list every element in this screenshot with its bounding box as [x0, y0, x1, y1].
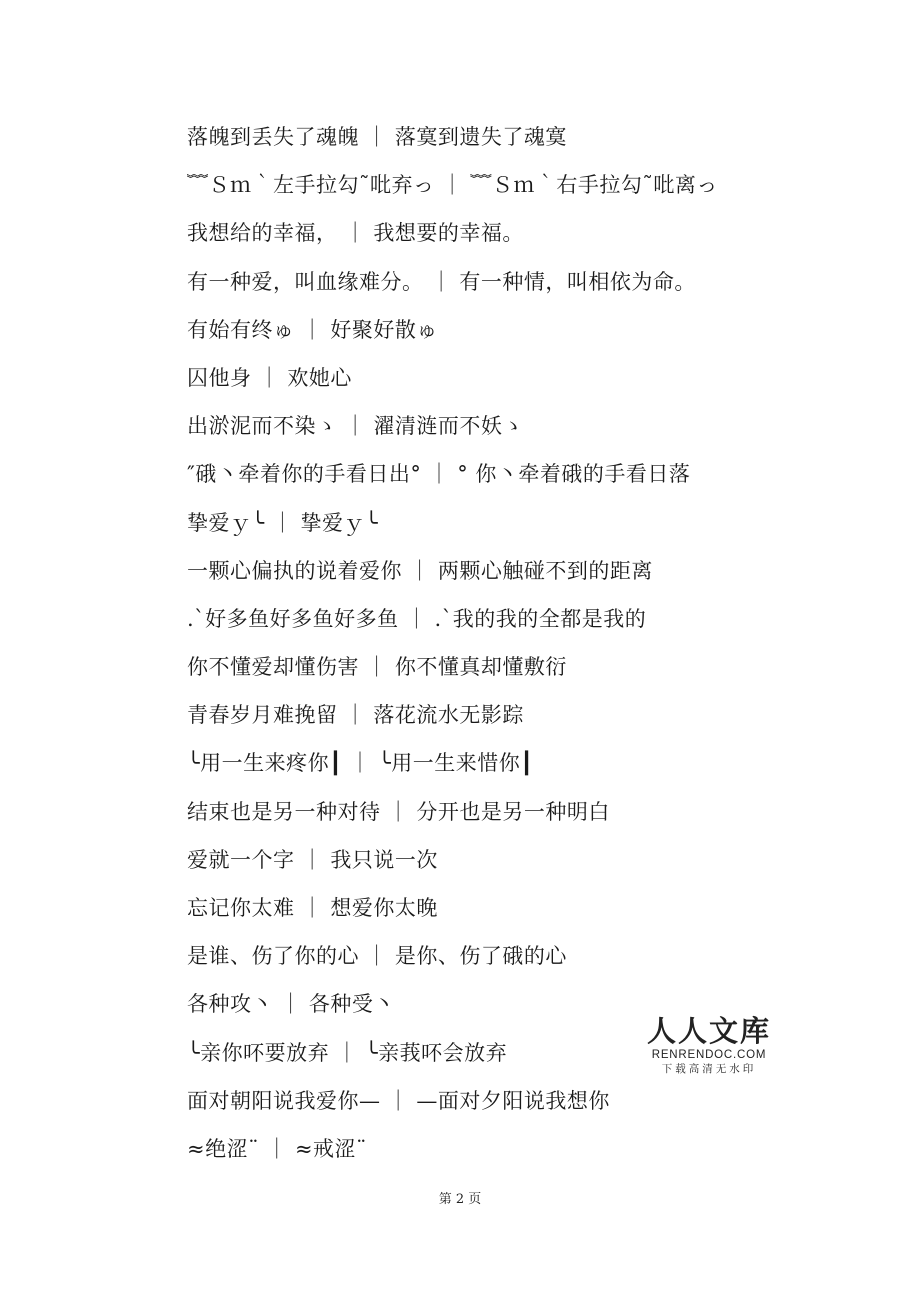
text-line: 是谁、伤了你的心 ｜ 是你、伤了硪的心 — [187, 944, 567, 969]
text-line: 你不懂爱却懂伤害 ｜ 你不懂真却懂敷衍 — [187, 655, 567, 680]
text-line: 有一种爱，叫血缘难分。 ｜ 有一种情，叫相依为命。 — [187, 269, 696, 294]
text-line: 各种攻丶 ｜ 各种受丶 — [187, 992, 395, 1017]
text-line: 爱就一个字 ｜ 我只说一次 — [187, 847, 438, 872]
watermark-subtitle: 下载高清无水印 — [661, 1063, 757, 1075]
page-number: 第 2 页 — [438, 1192, 482, 1207]
text-line: 落魄到丢失了魂魄 ｜ 落寞到遗失了魂寞 — [187, 125, 567, 149]
text-line: ﹌Ｓｍ｀左手拉勾˜吡弃っ ｜ ﹌Ｓｍ｀右手拉勾˜吡离っ — [187, 173, 718, 198]
text-line: ≈绝涩¨ ｜ ≈戒涩¨ — [187, 1136, 368, 1161]
text-line: .`好多鱼好多鱼好多鱼 ｜ .`我的我的全都是我的 — [187, 606, 647, 631]
text-line: ╰用一生来疼你┃ ｜ ╰用一生来惜你┃ — [187, 751, 534, 776]
text-line: 挚爱ｙ╰ ｜ 挚爱ｙ╰ — [187, 510, 379, 535]
text-line: ″硪丶牵着你的手看日出° ｜ ° 你丶牵着硪的手看日落 — [187, 462, 691, 487]
text-line: 结束也是另一种对待 ｜ 分开也是另一种明白 — [187, 799, 610, 824]
text-line: 有始有终ゅ ｜ 好聚好散ゅ — [187, 317, 438, 342]
text-line: 一颗心偏执的说着爱你 ｜ 两颗心触碰不到的距离 — [187, 558, 653, 583]
text-line: 出淤泥而不染ゝ ｜ 濯清涟而不妖ゝ — [187, 414, 524, 439]
text-line: 囚他身 ｜ 欢她心 — [187, 365, 352, 390]
text-line: 青春岁月难挽留 ｜ 落花流水无影踪 — [187, 703, 524, 728]
text-line: 我想给的幸福， ｜ 我想要的幸福。 — [187, 221, 524, 246]
text-line: 面对朝阳说我爱你— ｜ —面对夕阳说我想你 — [187, 1088, 610, 1113]
watermark-title: 人人文库 — [646, 1014, 771, 1048]
watermark-domain: RENRENDOC.COM — [651, 1049, 767, 1061]
watermark-logo — [644, 1014, 774, 1076]
text-line: ╰亲你吥要放弃 ｜ ╰亲莪吥会放弃 — [187, 1040, 508, 1065]
text-line: 忘记你太难 ｜ 想爱你太晚 — [187, 896, 438, 920]
